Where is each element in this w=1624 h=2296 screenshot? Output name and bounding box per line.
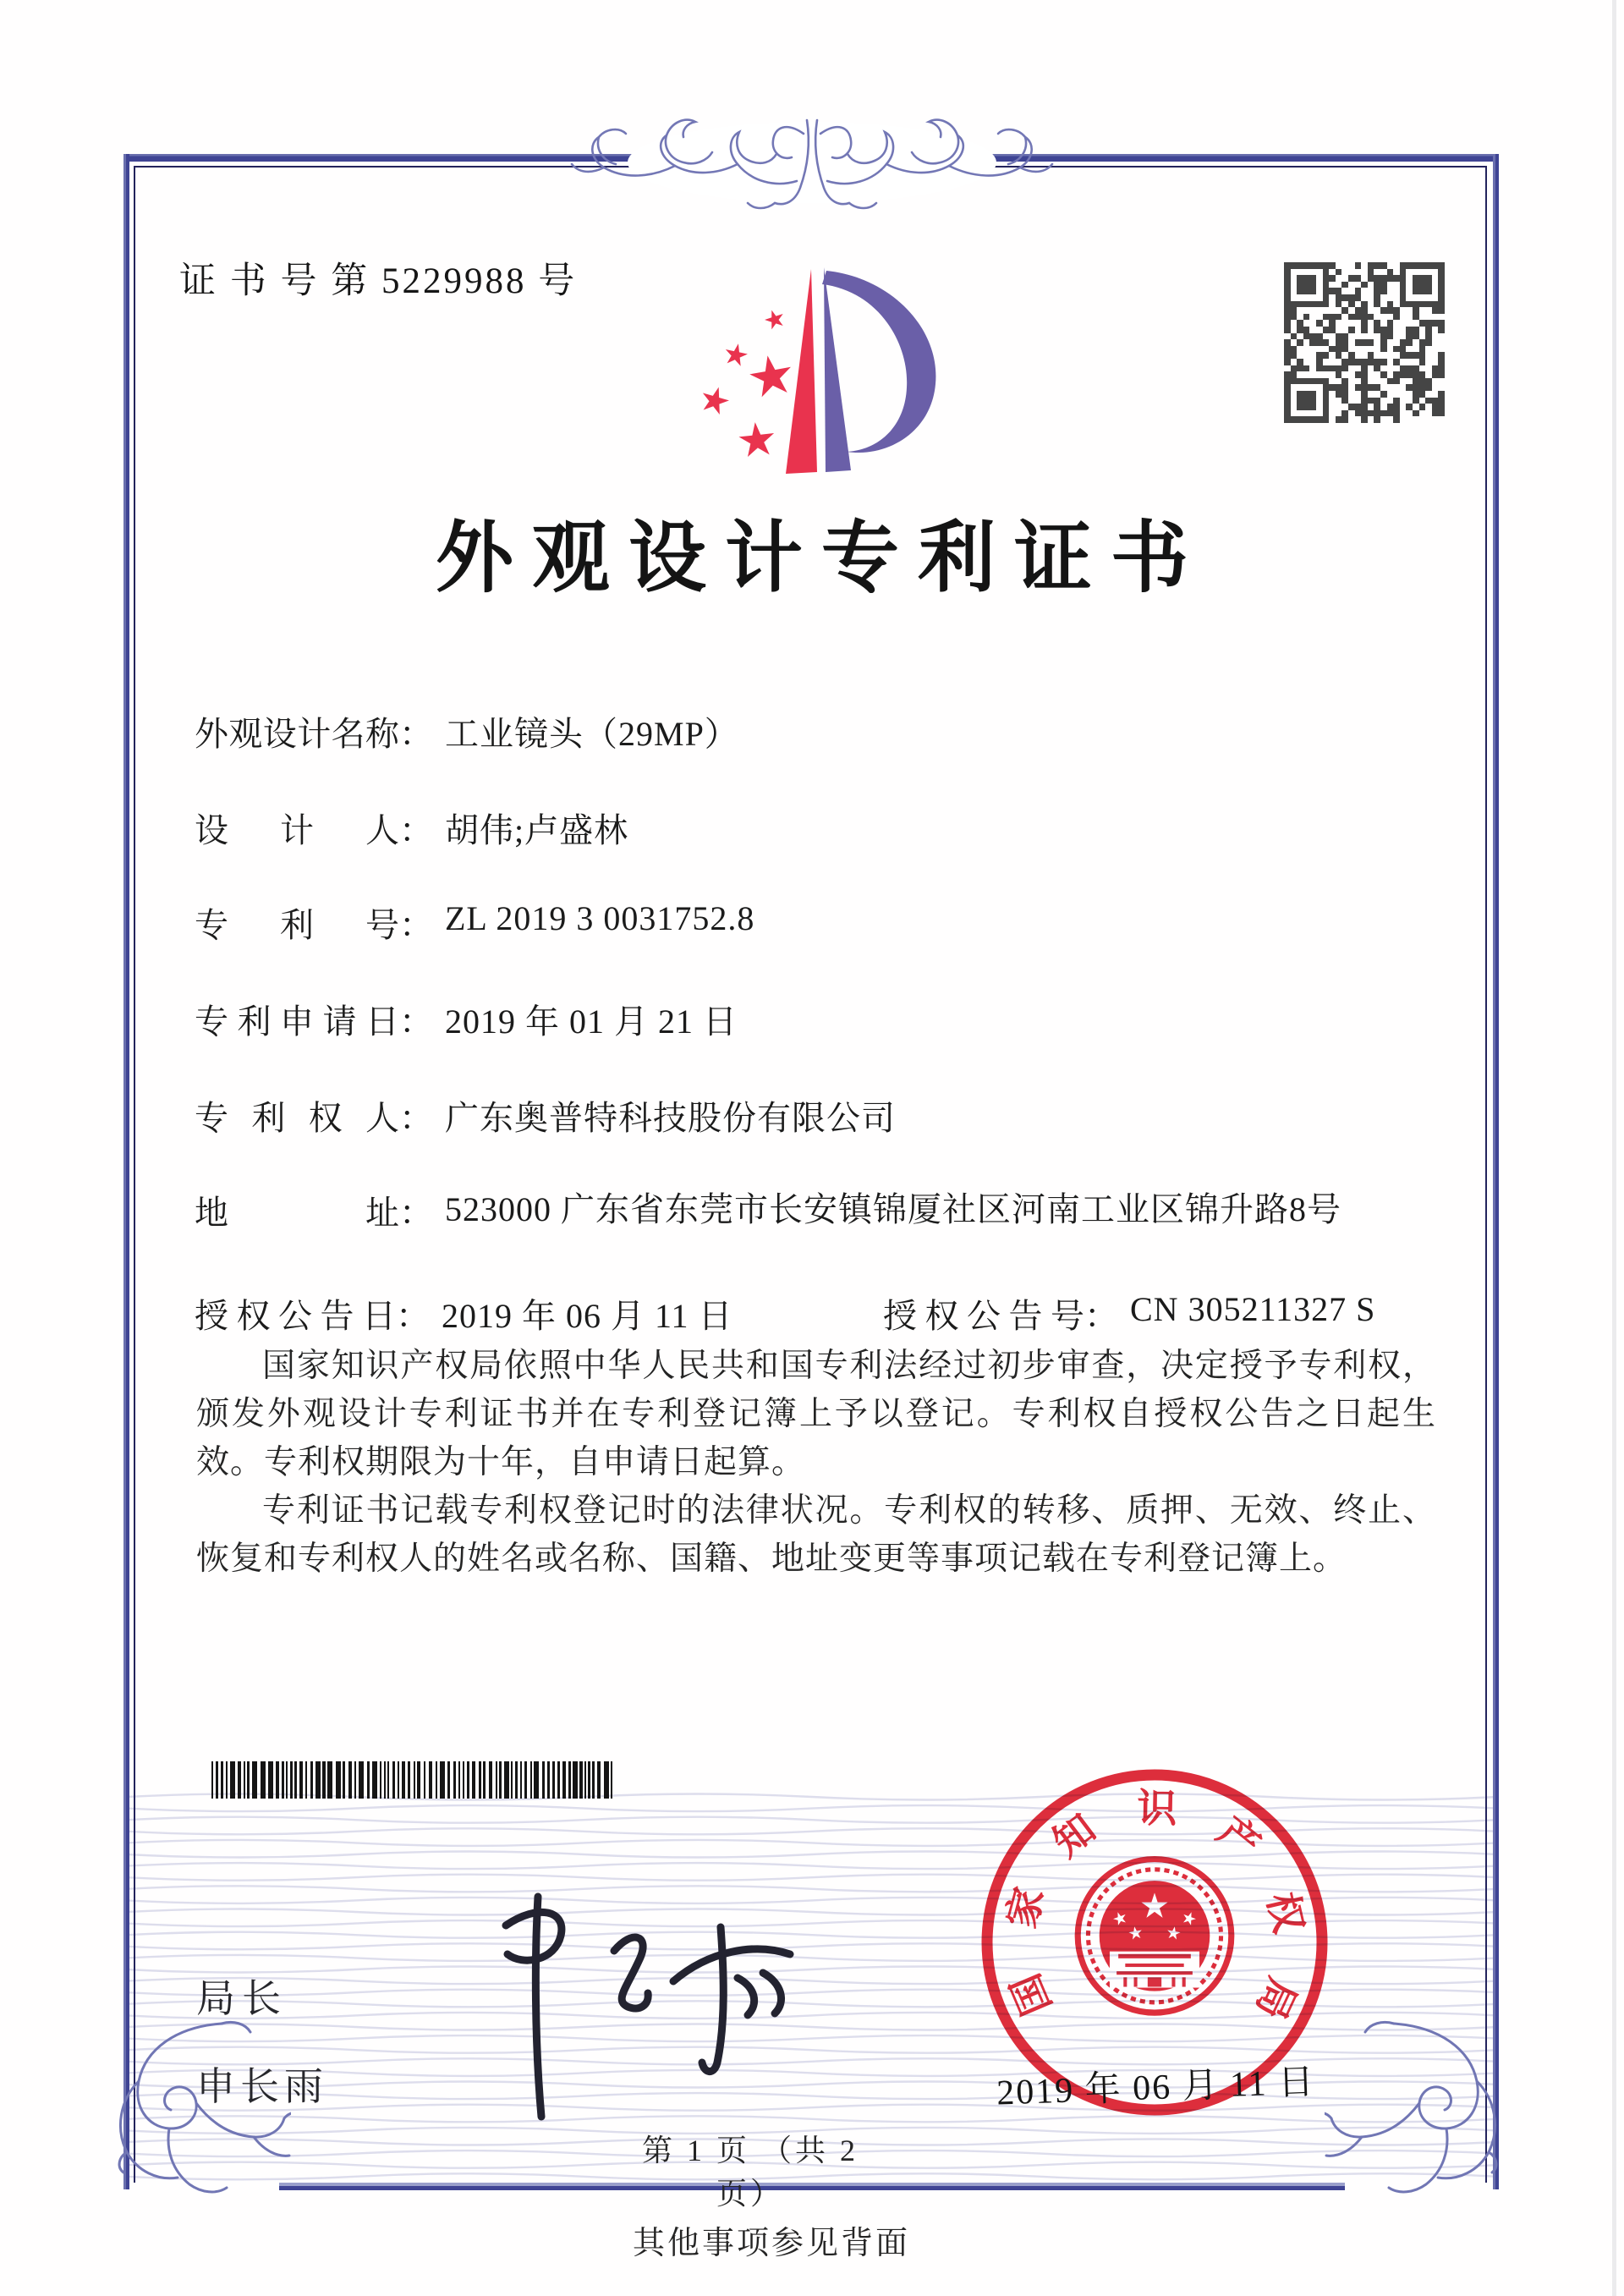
- legal-text-block: [196, 1342, 1436, 1583]
- barcode: [211, 1761, 616, 1799]
- field-value: ZL 2019 3 0031752.8: [445, 899, 755, 937]
- field-label: 外观设计名称: [195, 715, 399, 753]
- field-value: 工业镜头（29MP）: [445, 715, 739, 753]
- field-value: 523000 广东省东莞市长安镇锦厦社区河南工业区锦升路8号: [445, 1190, 1341, 1228]
- field-grant-date: 授权公告日： 2019 年 06 月 11 日: [195, 1289, 733, 1338]
- director-signature: [457, 1878, 812, 2140]
- cnipa-logo: [687, 261, 941, 489]
- field-value: CN 305211327 S: [1130, 1290, 1376, 1328]
- field-label: 授权公告日: [195, 1297, 396, 1335]
- field-grant-no: 授权公告号： CN 305211327 S: [883, 1289, 1375, 1338]
- dragon-ornament-top: [567, 107, 1057, 210]
- field-value: 2019 年 06 月 11 日: [442, 1297, 733, 1335]
- field-address: 地址： 523000 广东省东莞市长安镇锦厦社区河南工业区锦升路8号: [195, 1186, 1464, 1234]
- corner-ornament-bottom-right: [1325, 1985, 1521, 2200]
- field-patentee: 专利权人： 广东奥普特科技股份有限公司: [195, 1091, 896, 1140]
- field-patent-no: 专利号： ZL 2019 3 0031752.8: [195, 898, 754, 947]
- field-label: 专利号: [195, 906, 399, 944]
- field-label: 专利申请日: [195, 1002, 399, 1041]
- field-label: 地址: [195, 1194, 399, 1232]
- seal-date: 2019 年 06 月 11 日: [996, 2063, 1316, 2113]
- field-label: 专利权人: [195, 1099, 399, 1137]
- qr-code: [1284, 262, 1445, 423]
- body-paragraph-2: 专利证书记载专利权登记时的法律状况。专利权的转移、质押、无效、终止、恢复和专利权人的姓名或名称、国籍、地址变更等事项记载在专利登记簿上。: [196, 1492, 1436, 1577]
- body-paragraph-1: 国家知识产权局依照中华人民共和国专利法经过初步审查，决定授予专利权，颁发外观设计专利证书并在专利登记簿上予以登记。专利权自授权公告之日起生效。专利权期限为十年，自申请日起算。: [196, 1348, 1436, 1480]
- field-value: 广东奥普特科技股份有限公司: [445, 1099, 896, 1137]
- page-number: 第 1 页 （共 2 页）: [641, 2134, 859, 2211]
- field-filing-date: 专利申请日： 2019 年 01 月 21 日: [195, 995, 738, 1043]
- scan-page-edge: [1612, 0, 1616, 2296]
- back-note: 其他事项参见背面: [632, 2226, 910, 2261]
- field-designer: 设计人： 胡伟;卢盛林: [195, 804, 628, 852]
- certificate-number: 证 书 号 第 5229988 号: [179, 261, 578, 301]
- field-design-name: 外观设计名称： 工业镜头（29MP）: [195, 707, 739, 755]
- frame-border-right: [1493, 154, 1499, 2189]
- national-emblem-icon: [1068, 1841, 1241, 2044]
- official-seal: 国 家 知 识 产 权 局: [979, 1766, 1330, 2118]
- field-value: 2019 年 01 月 21 日: [445, 1002, 738, 1041]
- certificate-title: 外观设计专利证书: [435, 515, 1207, 601]
- field-value: 胡伟;卢盛林: [445, 811, 629, 849]
- officer-title: 局长: [196, 1977, 288, 2020]
- field-label: 设计人: [195, 811, 399, 849]
- officer-name: 申长雨: [196, 2065, 328, 2108]
- frame-border-left: [123, 154, 129, 2189]
- field-label: 授权公告号: [883, 1297, 1084, 1335]
